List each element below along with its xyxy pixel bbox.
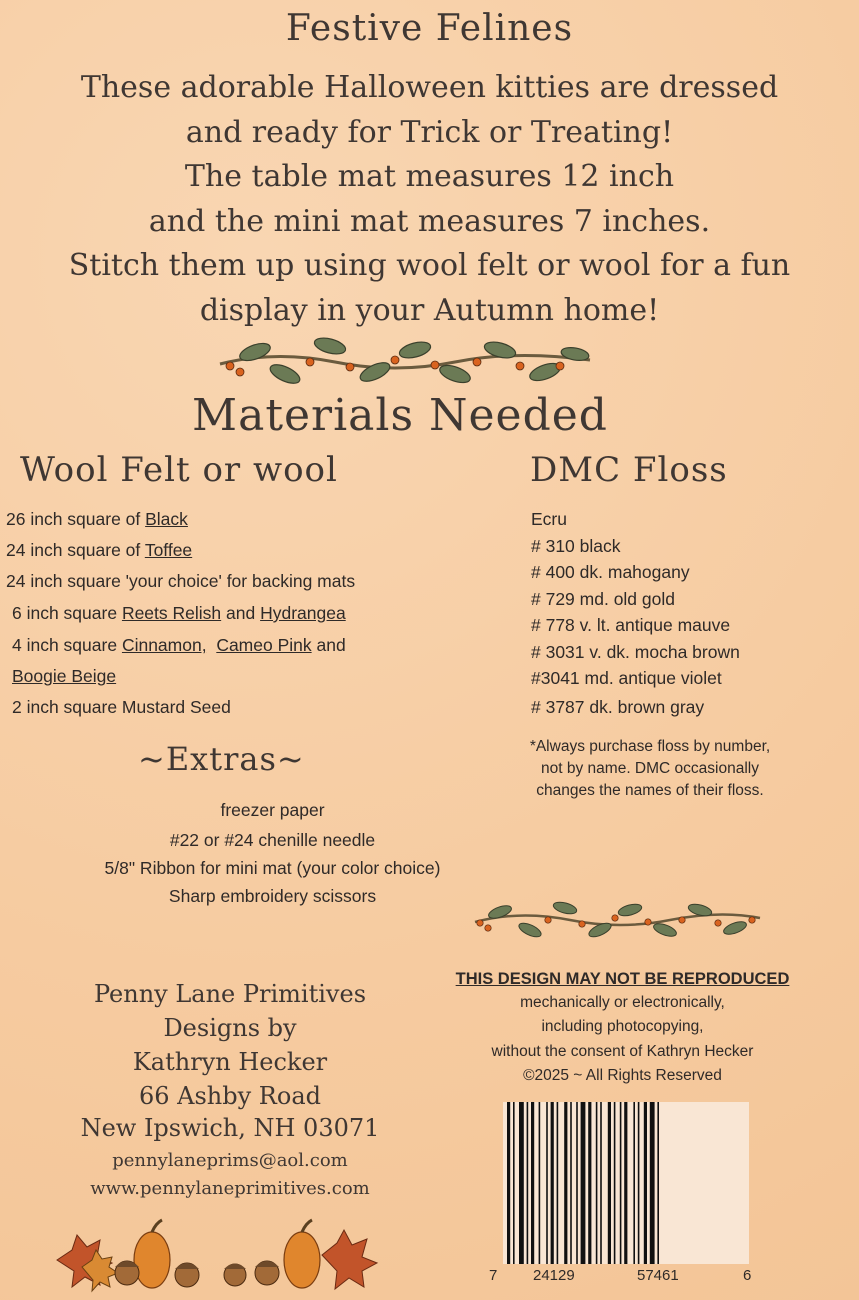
barcode-bar [551, 1102, 554, 1264]
intro-line: The table mat measures 12 inch [184, 159, 675, 194]
barcode-bar [638, 1102, 640, 1264]
barcode-digit-group: 57461 [637, 1267, 679, 1284]
address-line: Penny Lane Primitives [93, 980, 367, 1008]
barcode-bar [546, 1102, 548, 1264]
barcode-bar [527, 1102, 529, 1264]
intro-text [20, 66, 839, 333]
autumn-decoration [52, 1205, 382, 1295]
list-item: # 729 md. old gold [531, 589, 675, 609]
list-item: Sharp embroidery scissors [168, 886, 377, 906]
barcode-bar [600, 1102, 602, 1264]
address-line: New Ipswich, NH 03071 [80, 1114, 380, 1142]
list-item: 24 inch square 'your choice' for backing mats [6, 571, 356, 591]
barcode-bar [513, 1102, 515, 1264]
intro-line: display in your Autumn home! [199, 292, 660, 328]
list-item: Boogie Beige [12, 666, 117, 686]
barcode-bar [657, 1102, 659, 1264]
barcode-bar [564, 1102, 567, 1264]
barcode-digit-group: 6 [743, 1267, 752, 1284]
copyright-heading: THIS DESIGN MAY NOT BE REPRODUCED [455, 970, 790, 988]
barcode-bar [519, 1102, 524, 1264]
barcode-digit-group: 7 [489, 1267, 498, 1284]
barcode-bar [614, 1102, 616, 1264]
barcode-bar [608, 1102, 611, 1264]
barcode-bar [581, 1102, 586, 1264]
barcode-bar [531, 1102, 534, 1264]
barcode-bar [633, 1102, 635, 1264]
list-item: # 310 black [531, 536, 621, 556]
list-item: 5/8" Ribbon for mini mat (your color choice) [104, 858, 441, 878]
copyright-line: without the consent of Kathryn Hecker [491, 1043, 754, 1060]
list-item: 6 inch square Reets Relish and Hydrangea [12, 603, 346, 623]
intro-line: and the mini mat measures 7 inches. [148, 203, 711, 239]
copyright-line: mechanically or electronically, [520, 994, 725, 1011]
maple-leaf-icon [57, 1230, 377, 1291]
list-item: 24 inch square of Toffee [6, 540, 193, 560]
barcode-bar [576, 1102, 578, 1264]
barcode-bar [650, 1102, 655, 1264]
address-line: www.pennylaneprimitives.com [90, 1178, 370, 1199]
note-line: not by name. DMC occasionally [541, 760, 759, 777]
list-item: #22 or #24 chenille needle [169, 830, 376, 850]
extras-heading: ~Extras~ [138, 740, 305, 778]
list-item: 4 inch square Cinnamon, Cameo Pink and [12, 635, 346, 655]
list-item: # 778 v. lt. antique mauve [531, 615, 731, 635]
list-item: #3041 md. antique violet [531, 668, 722, 688]
intro-line: and ready for Trick or Treating! [185, 114, 674, 150]
address-line: Designs by [163, 1014, 297, 1042]
address-line: Kathryn Hecker [132, 1048, 328, 1076]
barcode-bar [596, 1102, 598, 1264]
wool-heading: Wool Felt or wool [20, 450, 338, 490]
list-item: 26 inch square of Black [6, 509, 188, 529]
list-item: Ecru [531, 509, 567, 529]
materials-heading: Materials Needed [192, 390, 608, 441]
list-item: freezer paper [220, 800, 325, 820]
dmc-heading: DMC Floss [530, 450, 728, 490]
list-item: 2 inch square Mustard Seed [12, 697, 231, 717]
intro-line: These adorable Halloween kitties are dressed [80, 70, 779, 105]
address-line: pennylaneprims@aol.com [112, 1150, 348, 1171]
barcode-bar [570, 1102, 572, 1264]
vine-divider-top [215, 332, 595, 392]
barcode [503, 1102, 749, 1264]
list-item: # 3031 v. dk. mocha brown [531, 642, 740, 662]
barcode-bar [620, 1102, 622, 1264]
barcode-bar [644, 1102, 647, 1264]
list-item: # 3787 dk. brown gray [531, 697, 705, 717]
barcode-digit-group: 24129 [533, 1267, 575, 1284]
list-item: # 400 dk. mahogany [531, 562, 690, 582]
barcode-bar [588, 1102, 591, 1264]
barcode-bar [507, 1102, 510, 1264]
floss-note [500, 736, 800, 802]
note-line: changes the names of their floss. [536, 782, 764, 799]
copyright-line: including photocopying, [541, 1018, 704, 1035]
barcode-bar [539, 1102, 541, 1264]
barcode-bar [624, 1102, 627, 1264]
vine-divider-middle [470, 896, 765, 946]
intro-line: Stitch them up using wool felt or wool for a fun [68, 248, 791, 283]
copyright-line: ©2025 ~ All Rights Reserved [523, 1067, 722, 1084]
page-title: Festive Felines [285, 8, 574, 49]
note-line: *Always purchase floss by number, [529, 738, 771, 755]
address-line: 66 Ashby Road [138, 1082, 321, 1110]
barcode-bar [557, 1102, 559, 1264]
